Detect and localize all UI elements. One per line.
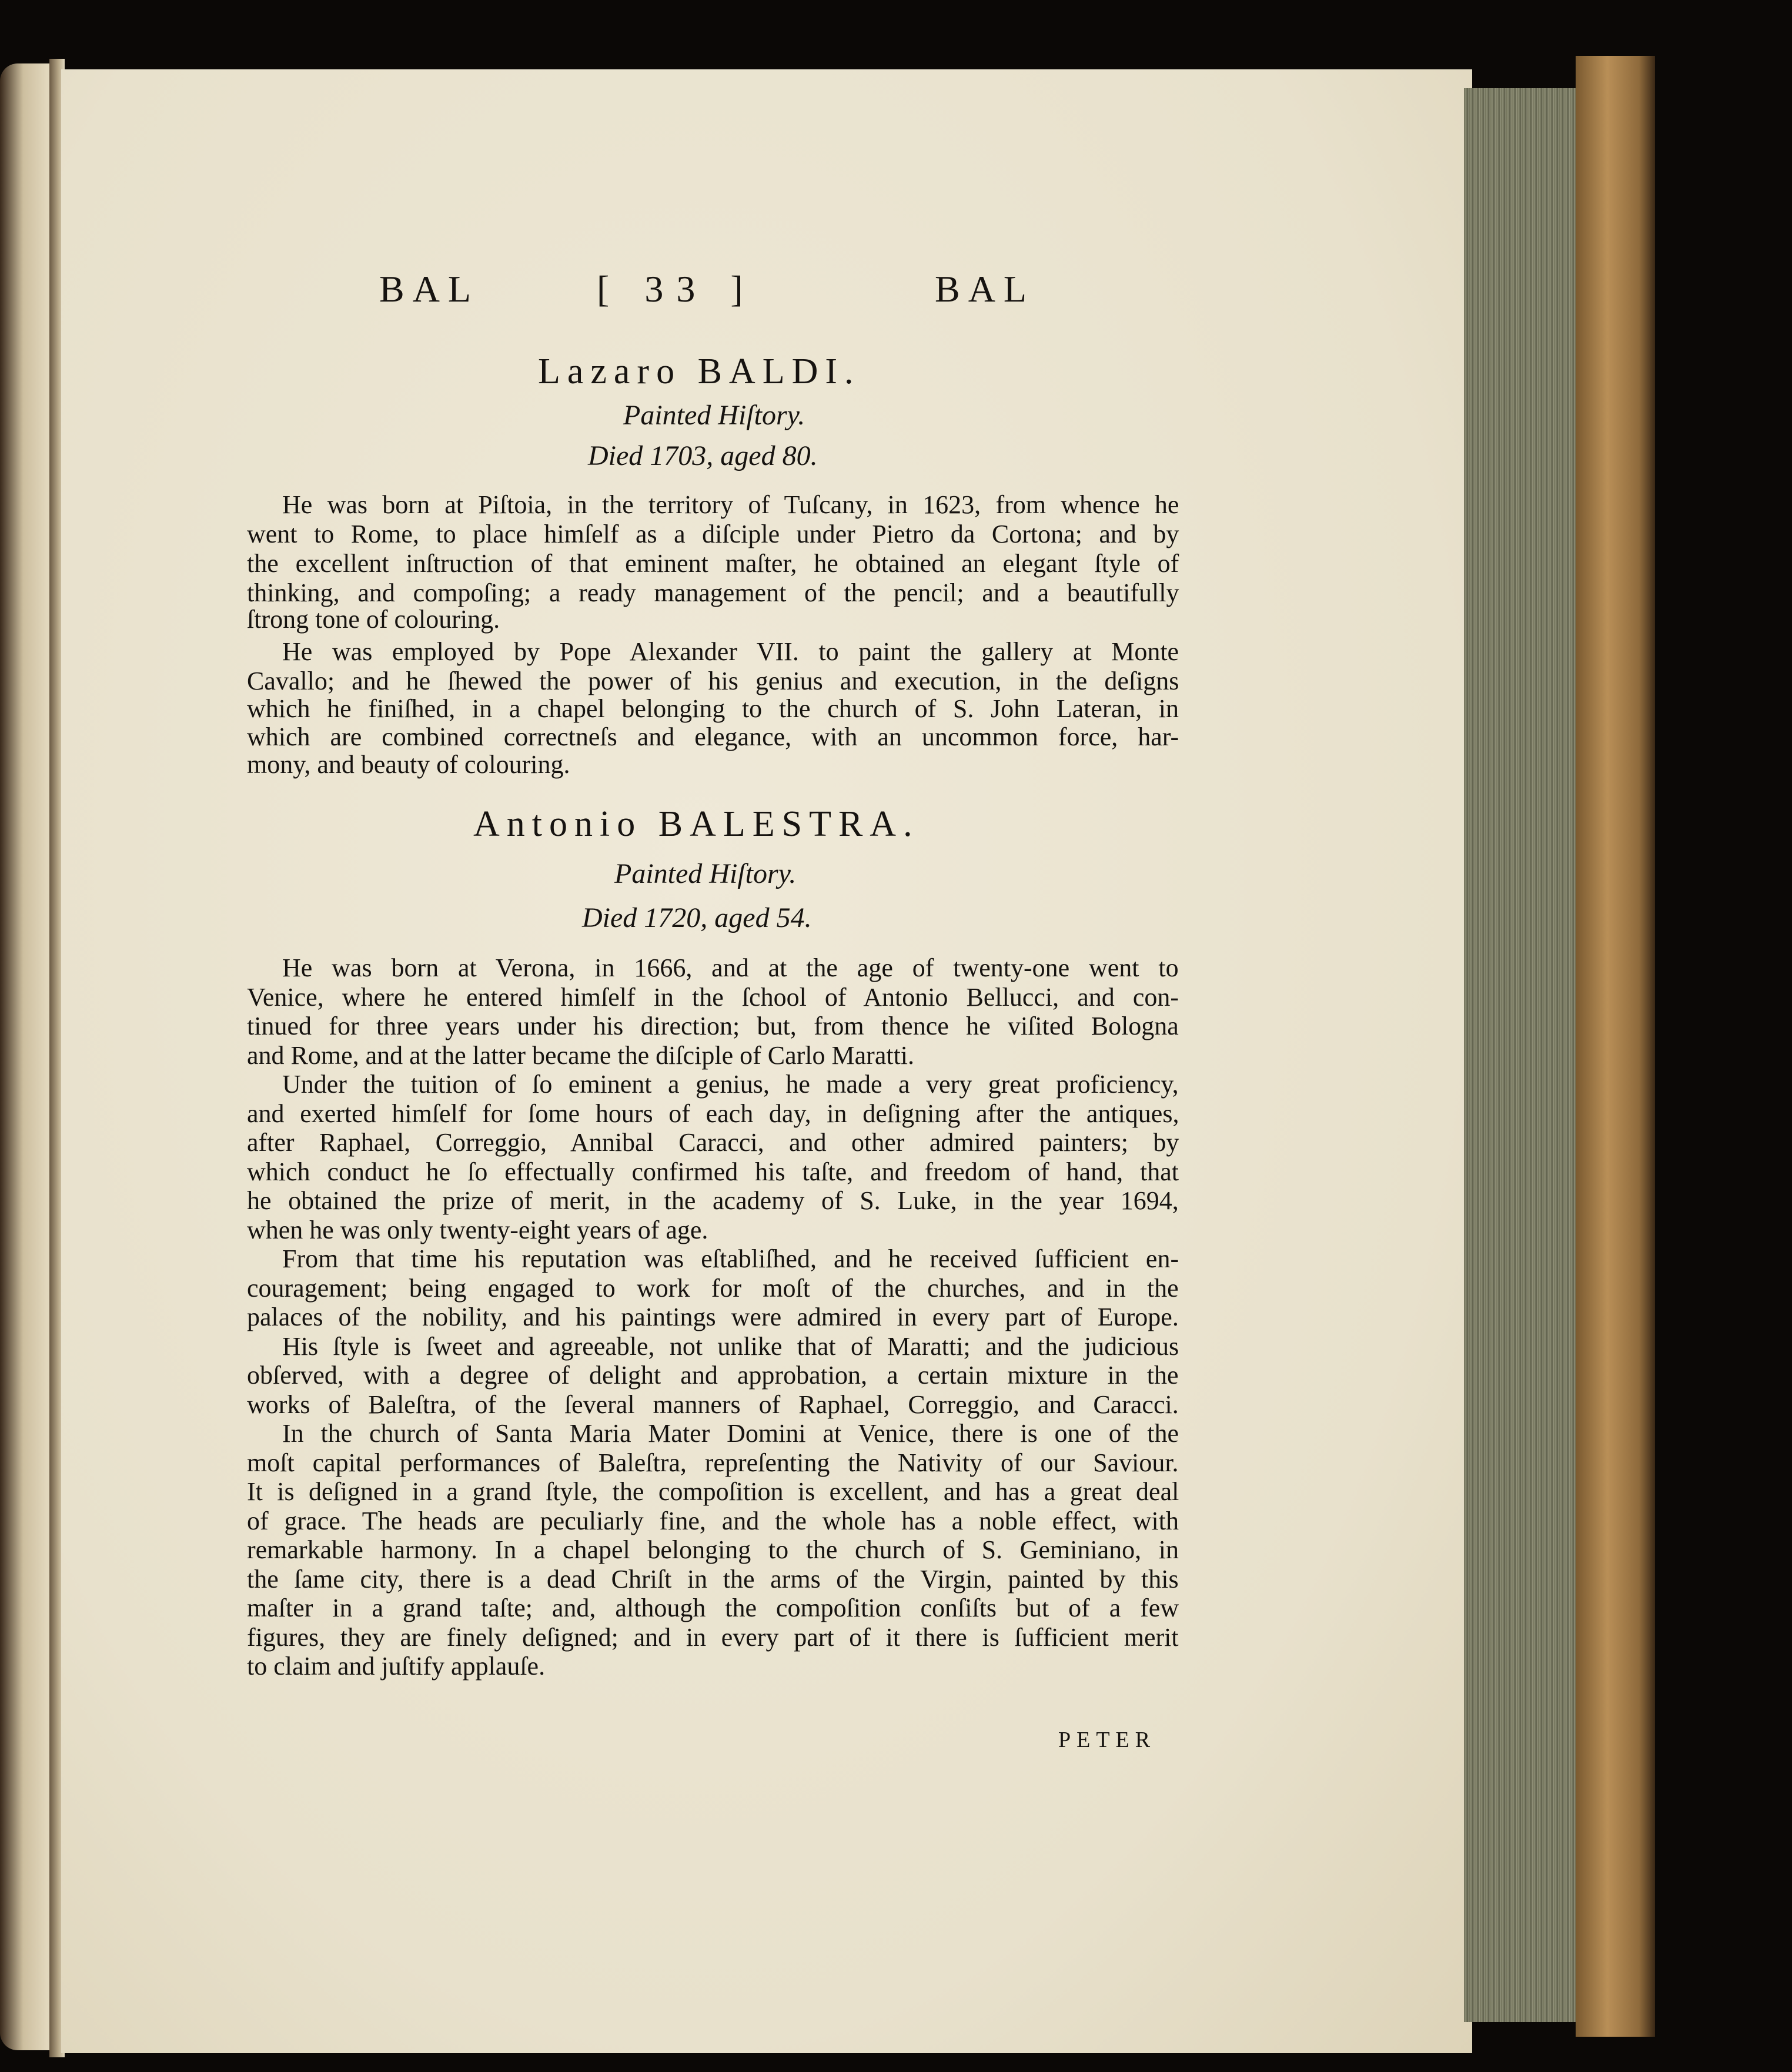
paragraph-line: which conduct he ſo effectually confirmed his taſte, and freedom of hand, that — [247, 1157, 1179, 1186]
paragraph-line: In the church of Santa Maria Mater Domini at Venice, there is one of the — [282, 1419, 1179, 1448]
paragraph-line: Cavallo; and he ſhewed the power of his genius and execution, in the deſigns — [247, 667, 1179, 695]
running-header — [0, 267, 1792, 326]
paragraph-line: after Raphael, Correggio, Annibal Caracci, and other admired painters; by — [247, 1128, 1179, 1157]
paragraph-line: Venice, where he entered himſelf in the ſchool of Antonio Bellucci, and con- — [247, 982, 1179, 1012]
page-number: [ 33 ] — [597, 268, 756, 310]
left-page-edge — [0, 63, 52, 2050]
paragraph-line: It is deſigned in a grand ſtyle, the compoſition is excellent, and has a great deal — [247, 1477, 1179, 1506]
paragraph-line: He was employed by Pope Alexander VII. to paint the gallery at Monte — [282, 637, 1179, 666]
paragraph-line: maſter in a grand taſte; and, although the compoſition conſiſts but of a few — [247, 1594, 1179, 1622]
paragraph-line: thinking, and compoſing; a ready management of the pencil; and a beautifully — [247, 578, 1179, 607]
entry-dates: Died 1720, aged 54. — [582, 902, 812, 933]
paragraph-line: the excellent inſtruction of that eminent maſter, he obtained an elegant ſtyle of — [247, 549, 1179, 578]
paragraph-line: He was born at Verona, in 1666, and at the age of twenty-one went to — [282, 953, 1179, 982]
book-cover-edge — [1576, 56, 1655, 2037]
entry-dates: Died 1703, aged 80. — [588, 440, 818, 471]
paragraph-line: mony, and beauty of colouring. — [247, 750, 570, 779]
paragraph-line: which he finiſhed, in a chapel belonging to the church of S. John Lateran, in — [247, 694, 1179, 723]
paragraph-line: obſerved, with a degree of delight and approbation, a certain mixture in the — [247, 1361, 1179, 1390]
paragraph-line: went to Rome, to place himſelf as a diſciple under Pietro da Cortona; and by — [247, 520, 1179, 548]
paragraph-line: when he was only twenty-eight years of age. — [247, 1215, 708, 1244]
paragraph-line: he obtained the prize of merit, in the academy of S. Luke, in the year 1694, — [247, 1186, 1179, 1215]
paragraph-line: remarkable harmony. In a chapel belonging to the church of S. Geminiano, in — [247, 1535, 1179, 1564]
paragraph-line: the ſame city, there is a dead Chriſt in the arms of the Virgin, painted by this — [247, 1564, 1179, 1594]
paragraph-line: ſtrong tone of colouring. — [247, 605, 500, 634]
paragraph-line: moſt capital performances of Baleſtra, repreſenting the Nativity of our Saviour. — [247, 1448, 1179, 1477]
paragraph-line: From that time his reputation was eſtabliſhed, and he received ſufficient en- — [282, 1244, 1179, 1273]
paragraph-line: to claim and juſtify applauſe. — [247, 1652, 546, 1681]
entry-heading: Lazaro BALDI. — [538, 352, 861, 391]
catchword: PETER — [1058, 1728, 1156, 1752]
paragraph-line: Under the tuition of ſo eminent a genius, he made a very great proficiency, — [282, 1070, 1179, 1099]
paragraph-line: works of Baleſtra, of the ſeveral manners of Raphael, Correggio, and Caracci. — [247, 1390, 1179, 1419]
paragraph-line: His ſtyle is ſweet and agreeable, not unlike that of Maratti; and the judicious — [282, 1331, 1179, 1361]
paragraph-line: palaces of the nobility, and his paintings were admired in every part of Europe. — [247, 1303, 1179, 1331]
entry-heading: Antonio BALESTRA. — [473, 804, 920, 844]
paragraph-line: and exerted himſelf for ſome hours of each day, in deſigning after the antiques, — [247, 1099, 1179, 1128]
paragraph-line: couragement; being engaged to work for moſt of the churches, and in the — [247, 1273, 1179, 1303]
paragraph-line: which are combined correctneſs and elegance, with an uncommon force, har- — [247, 722, 1179, 751]
paragraph-line: of grace. The heads are peculiarly fine, and the whole has a noble effect, with — [247, 1506, 1179, 1535]
paragraph-line: figures, they are finely deſigned; and in every part of it there is ſufficient merit — [247, 1622, 1179, 1652]
paragraph-line: and Rome, and at the latter became the diſciple of Carlo Maratti. — [247, 1040, 915, 1070]
header-left-word: BAL — [379, 268, 479, 310]
page-fore-edge — [1464, 88, 1579, 2022]
entry-subtitle: Painted Hiſtory. — [614, 858, 797, 889]
header-right-word: BAL — [935, 268, 1035, 310]
paragraph-line: tinued for three years under his direction; but, from thence he viſited Bologna — [247, 1012, 1179, 1040]
paragraph-line: He was born at Piſtoia, in the territory of Tuſcany, in 1623, from whence he — [282, 490, 1179, 519]
entry-subtitle: Painted Hiſtory. — [623, 400, 805, 431]
